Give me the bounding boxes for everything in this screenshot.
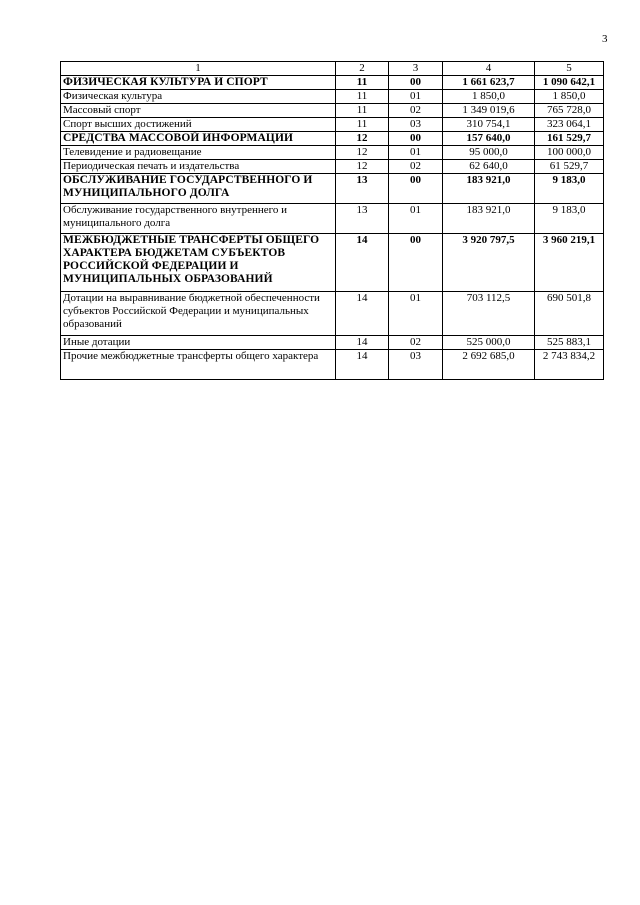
- row-name: ОБСЛУЖИВАНИЕ ГОСУДАРСТВЕННОГО И МУНИЦИПАЛЬНОГО ДОЛГА: [61, 174, 336, 204]
- row-subsection-code: 03: [389, 350, 443, 380]
- row-section-code: 13: [336, 174, 389, 204]
- row-name: СРЕДСТВА МАССОВОЙ ИНФОРМАЦИИ: [61, 132, 336, 146]
- table-row: [61, 204, 604, 234]
- row-subsection-code: 00: [389, 132, 443, 146]
- row-value-2020: 3 960 219,1: [535, 234, 604, 292]
- row-value-2019: 183 921,0: [443, 204, 535, 234]
- row-subsection-code: 00: [389, 76, 443, 90]
- row-subsection-code: 01: [389, 204, 443, 234]
- row-value-2019: 183 921,0: [443, 174, 535, 204]
- row-subsection-code: 02: [389, 104, 443, 118]
- row-value-2019: 3 920 797,5: [443, 234, 535, 292]
- table-header-row: [61, 62, 604, 76]
- row-name: ФИЗИЧЕСКАЯ КУЛЬТУРА И СПОРТ: [61, 76, 336, 90]
- row-value-2020: 1 090 642,1: [535, 76, 604, 90]
- table-row: [61, 146, 604, 160]
- row-section-code: 11: [336, 90, 389, 104]
- row-section-code: 14: [336, 336, 389, 350]
- header-col-4: 4: [443, 62, 535, 76]
- row-name: Иные дотации: [61, 336, 336, 350]
- table-row: [61, 336, 604, 350]
- row-value-2020: 9 183,0: [535, 174, 604, 204]
- row-subsection-code: 00: [389, 174, 443, 204]
- table-row: [61, 174, 604, 204]
- table-row: [61, 76, 604, 90]
- table-body: [61, 76, 604, 380]
- row-name: МЕЖБЮДЖЕТНЫЕ ТРАНСФЕРТЫ ОБЩЕГО ХАРАКТЕРА БЮДЖЕТАМ СУБЪЕКТОВ РОССИЙСКОЙ ФЕДЕРАЦИИ И МУНИЦИПАЛЬНЫХ ОБРАЗОВАНИЙ: [61, 234, 336, 292]
- header-col-5: 5: [535, 62, 604, 76]
- row-value-2020: 2 743 834,2: [535, 350, 604, 380]
- row-name: Периодическая печать и издательства: [61, 160, 336, 174]
- row-section-code: 12: [336, 132, 389, 146]
- table-row: [61, 160, 604, 174]
- page-number: 3: [602, 33, 608, 45]
- header-col-1: 1: [61, 62, 336, 76]
- row-value-2020: 9 183,0: [535, 204, 604, 234]
- row-value-2020: 1 850,0: [535, 90, 604, 104]
- row-subsection-code: 01: [389, 146, 443, 160]
- row-section-code: 11: [336, 104, 389, 118]
- table-row: [61, 118, 604, 132]
- row-subsection-code: 01: [389, 292, 443, 336]
- row-name: Телевидение и радиовещание: [61, 146, 336, 160]
- row-value-2020: 323 064,1: [535, 118, 604, 132]
- row-name: Физическая культура: [61, 90, 336, 104]
- row-subsection-code: 02: [389, 160, 443, 174]
- row-value-2019: 1 850,0: [443, 90, 535, 104]
- row-value-2019: 2 692 685,0: [443, 350, 535, 380]
- row-value-2019: 1 661 623,7: [443, 76, 535, 90]
- row-section-code: 14: [336, 234, 389, 292]
- row-value-2020: 525 883,1: [535, 336, 604, 350]
- row-section-code: 11: [336, 76, 389, 90]
- table-row: [61, 234, 604, 292]
- row-value-2020: 765 728,0: [535, 104, 604, 118]
- header-col-3: 3: [389, 62, 443, 76]
- row-name: Дотации на выравнивание бюджетной обеспеченности субъектов Российской Федерации и муниципальных образований: [61, 292, 336, 336]
- table-row: [61, 90, 604, 104]
- row-value-2020: 161 529,7: [535, 132, 604, 146]
- row-subsection-code: 01: [389, 90, 443, 104]
- row-subsection-code: 00: [389, 234, 443, 292]
- row-value-2019: 157 640,0: [443, 132, 535, 146]
- row-section-code: 11: [336, 118, 389, 132]
- row-value-2019: 703 112,5: [443, 292, 535, 336]
- table-row: [61, 350, 604, 380]
- header-col-2: 2: [336, 62, 389, 76]
- row-value-2020: 690 501,8: [535, 292, 604, 336]
- row-value-2019: 1 349 019,6: [443, 104, 535, 118]
- row-value-2019: 95 000,0: [443, 146, 535, 160]
- row-value-2019: 62 640,0: [443, 160, 535, 174]
- row-value-2020: 61 529,7: [535, 160, 604, 174]
- table-row: [61, 104, 604, 118]
- row-section-code: 12: [336, 160, 389, 174]
- row-section-code: 12: [336, 146, 389, 160]
- row-value-2019: 310 754,1: [443, 118, 535, 132]
- row-subsection-code: 02: [389, 336, 443, 350]
- row-value-2019: 525 000,0: [443, 336, 535, 350]
- table-row: [61, 292, 604, 336]
- row-section-code: 13: [336, 204, 389, 234]
- row-name: Спорт высших достижений: [61, 118, 336, 132]
- budget-table: [60, 61, 604, 380]
- table-row: [61, 132, 604, 146]
- row-subsection-code: 03: [389, 118, 443, 132]
- row-section-code: 14: [336, 292, 389, 336]
- row-section-code: 14: [336, 350, 389, 380]
- row-name: Прочие межбюджетные трансферты общего характера: [61, 350, 336, 380]
- row-value-2020: 100 000,0: [535, 146, 604, 160]
- row-name: Массовый спорт: [61, 104, 336, 118]
- row-name: Обслуживание государственного внутреннего и муниципального долга: [61, 204, 336, 234]
